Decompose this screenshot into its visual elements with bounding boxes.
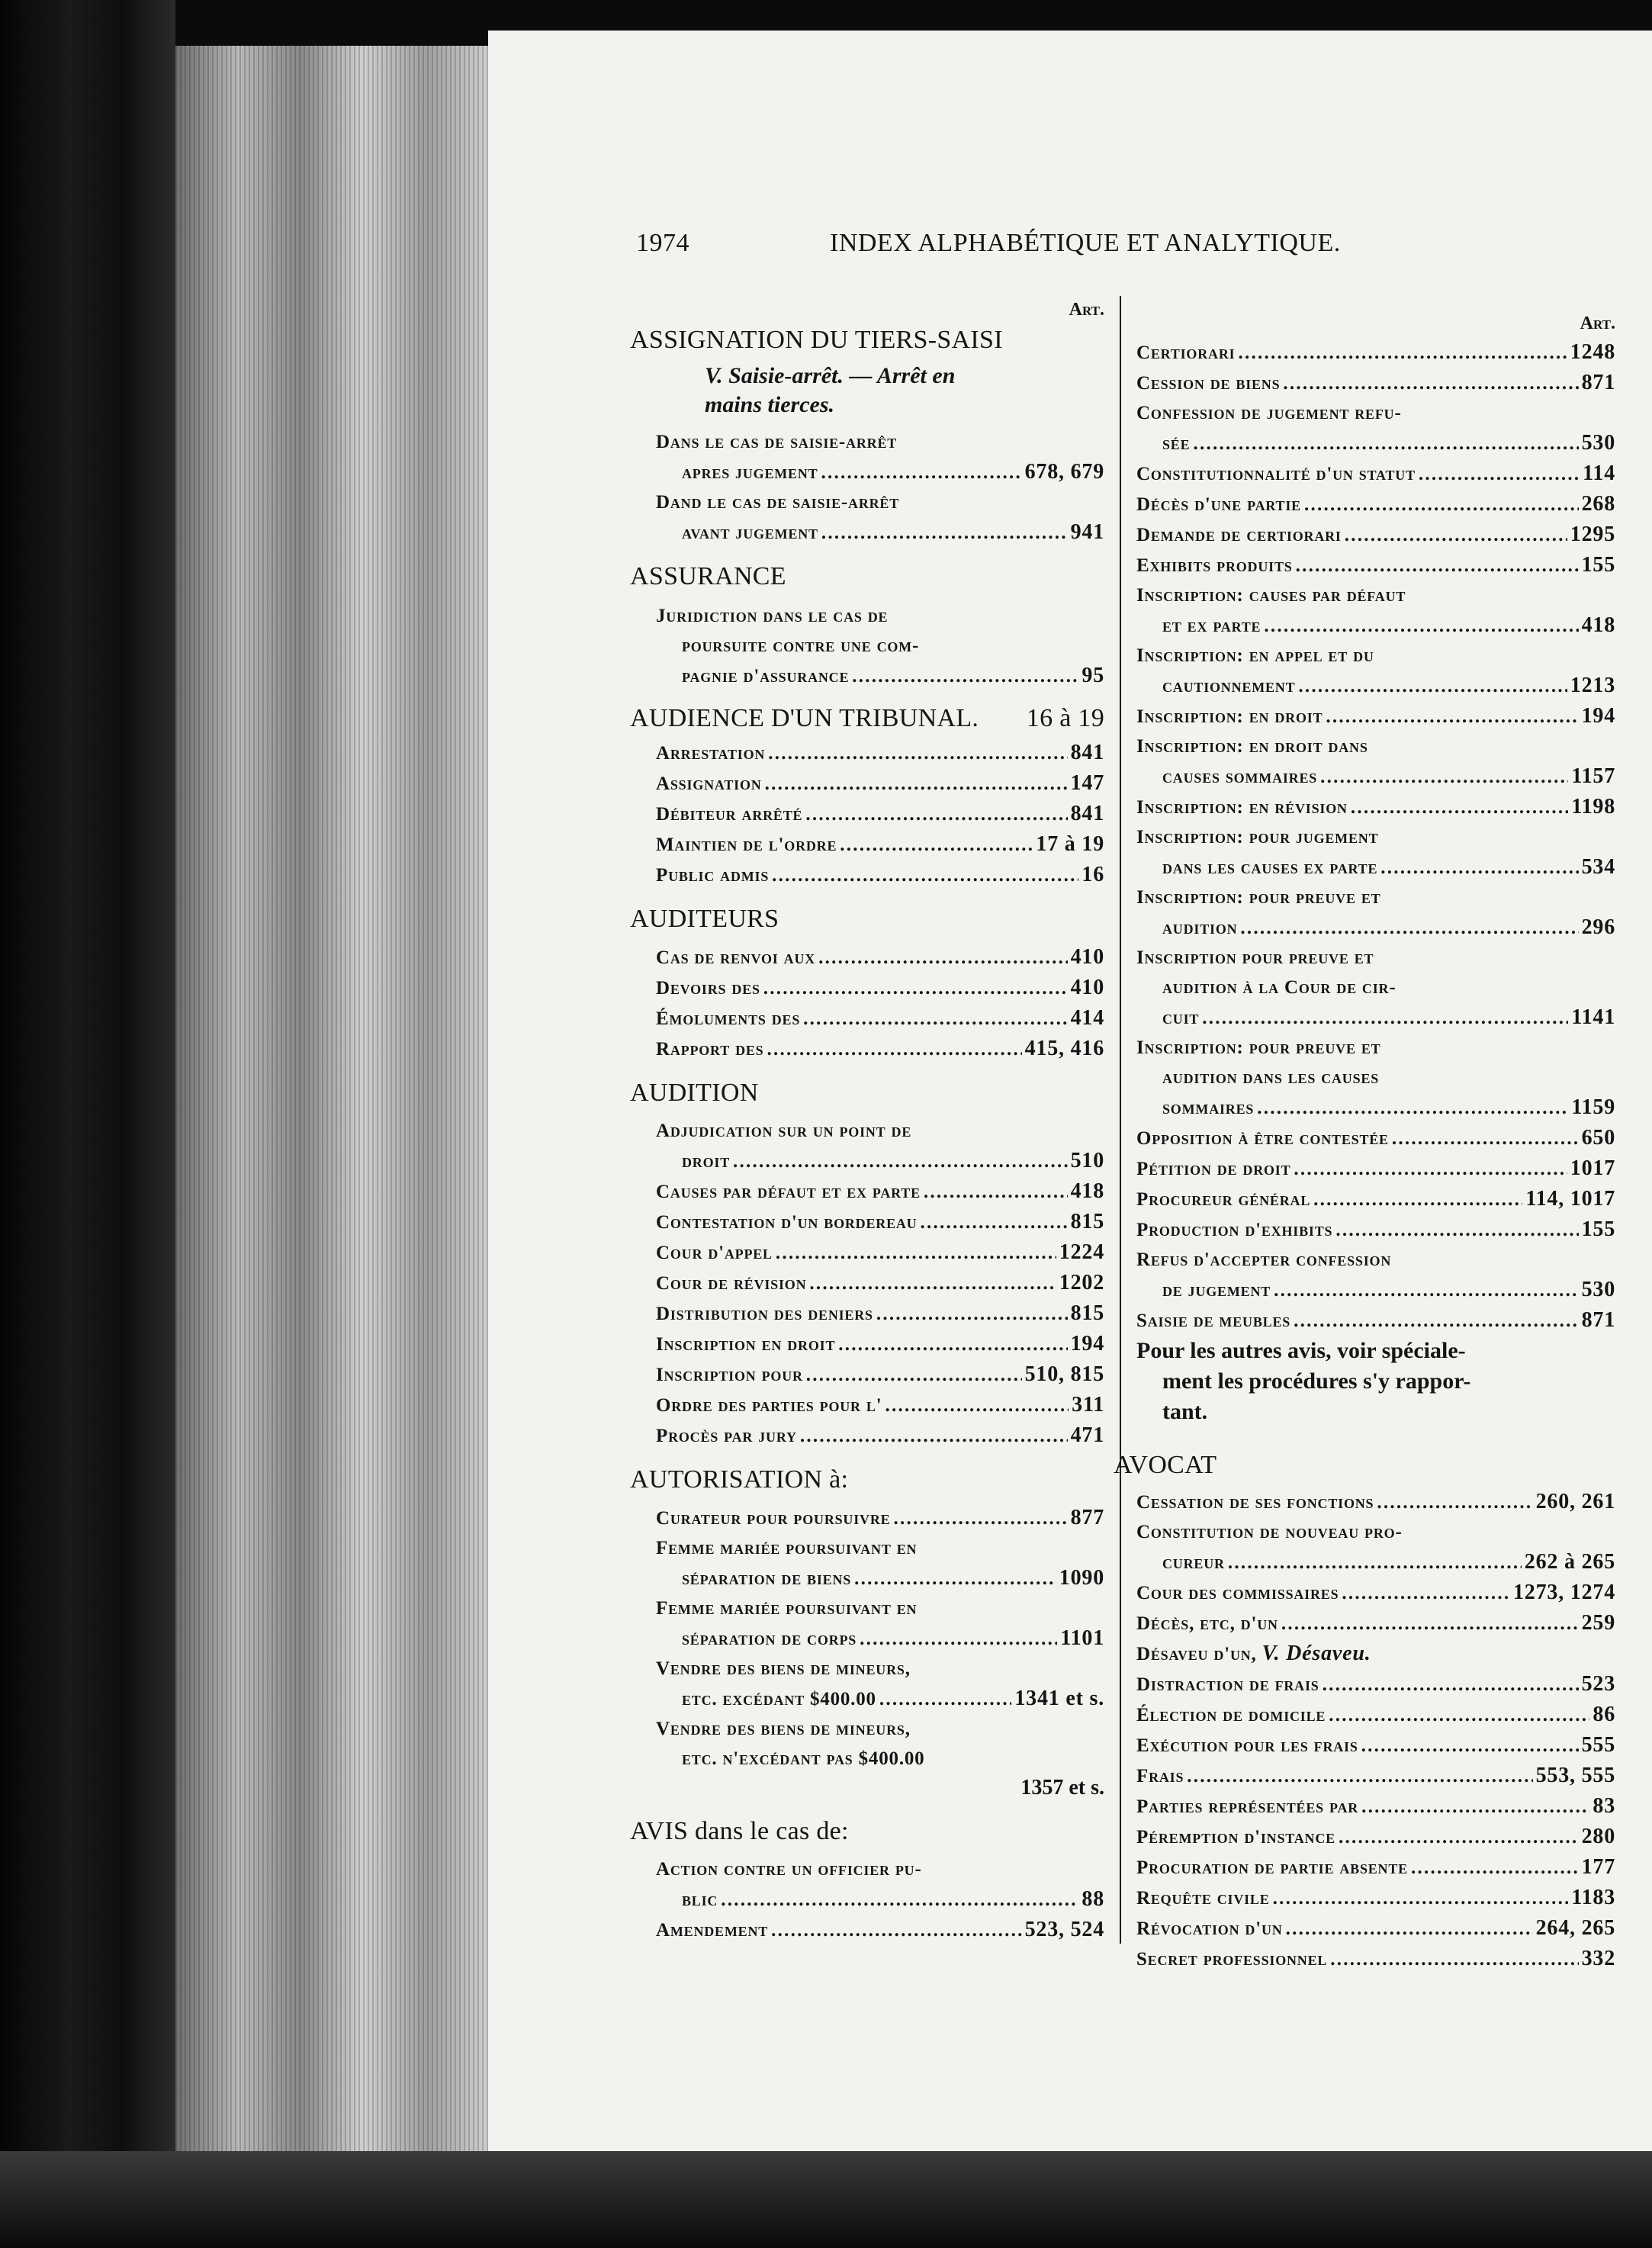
article-number: 941 xyxy=(1070,520,1104,544)
index-entry: Cour de révision . . . 1202 xyxy=(630,1268,1104,1298)
index-entry: pagnie d'assurance . . . 95 xyxy=(630,661,1104,691)
article-number: 678, 679 xyxy=(1024,460,1104,484)
index-entry: Public admis . . . 16 xyxy=(630,860,1104,890)
index-entry: Frais . . . 553, 555 xyxy=(1136,1761,1615,1791)
index-entry: Parties représentées par . . . 83 xyxy=(1136,1791,1615,1822)
index-entry: sée . . . 530 xyxy=(1136,428,1615,458)
index-entry-line: Femme mariée poursuivant en xyxy=(656,1538,918,1558)
index-entry: Causes par défaut et ex parte . . . 418 xyxy=(630,1176,1104,1207)
index-entry: Révocation d'un . . . 264, 265 xyxy=(1136,1913,1615,1944)
index-entry: Arrestation . . . 841 xyxy=(630,738,1104,768)
left-column xyxy=(630,296,1104,1945)
index-entry: Cession de biens . . . 871 xyxy=(1136,368,1615,398)
see-reference-cont: mains tierces. xyxy=(705,392,834,417)
index-entry-line: Inscription: causes par défaut xyxy=(1136,585,1406,606)
index-entry: Cour d'appel . . . 1224 xyxy=(630,1237,1104,1268)
index-entry: cureur . . . 262 à 265 xyxy=(1136,1547,1615,1577)
index-entry: Opposition à être contestée . . . 650 xyxy=(1136,1123,1615,1153)
note-line: Pour les autres avis, voir spéciale- xyxy=(1136,1338,1466,1363)
index-entry: Certiorari . . . 1248 xyxy=(1136,337,1615,368)
column-rule xyxy=(1120,296,1121,1944)
index-entry-line: Inscription: en droit dans xyxy=(1136,736,1368,757)
page-stack-edges xyxy=(175,46,488,2151)
heading-autorisation: AUTORISATION à: xyxy=(630,1465,849,1494)
index-entry: apres jugement . . . 678, 679 xyxy=(630,457,1104,487)
index-entry-line: Constitution de nouveau pro- xyxy=(1136,1522,1403,1542)
heading-assurance: ASSURANCE xyxy=(630,562,786,590)
index-entry: Demande de certiorari . . . 1295 xyxy=(1136,519,1615,550)
index-entry-line: Inscription: pour preuve et xyxy=(1136,1037,1381,1058)
index-entry: cautionnement . . . 1213 xyxy=(1136,671,1615,701)
index-entry: cuit . . . 1141 xyxy=(1136,1002,1615,1033)
index-entry-line: Inscription pour preuve et xyxy=(1136,947,1374,968)
index-entry: Décès, etc, d'un . . . 259 xyxy=(1136,1608,1615,1639)
index-entry: Débiteur arrêté . . . 841 xyxy=(630,799,1104,829)
index-entry: Saisie de meubles . . . 871 xyxy=(1136,1305,1615,1336)
index-entry: audition . . . 296 xyxy=(1136,912,1615,943)
index-entry: Procureur général . . . 114, 1017 xyxy=(1136,1184,1615,1214)
bottom-shadow xyxy=(0,2151,1652,2248)
art-label: Art. xyxy=(1580,314,1615,333)
index-entry: séparation de biens . . . 1090 xyxy=(630,1563,1104,1594)
index-entry: de jugement . . . 530 xyxy=(1136,1275,1615,1305)
index-entry: Contestation d'un bordereau . . . 815 xyxy=(630,1207,1104,1237)
see-reference: V. Désaveu. xyxy=(1261,1642,1371,1665)
right-column xyxy=(1114,296,1615,1974)
index-entry: Ordre des parties pour l' . . . 311 xyxy=(630,1390,1104,1420)
index-entry: Procuration de partie absente . . . 177 xyxy=(1136,1852,1615,1883)
index-entry-line: audition à la Cour de cir- xyxy=(1162,977,1396,998)
see-reference: V. Saisie-arrêt. — Arrêt en xyxy=(705,363,956,388)
index-entry: Exécution pour les frais . . . 555 xyxy=(1136,1730,1615,1761)
index-entry-line: Dand le cas de saisie-arrêt xyxy=(656,492,900,513)
index-entry: Péremption d'instance . . . 280 xyxy=(1136,1822,1615,1852)
index-entry: droit . . . 510 xyxy=(630,1146,1104,1176)
index-entry-line: Inscription: en appel et du xyxy=(1136,645,1374,666)
index-entry: Inscription: en révision . . . 1198 xyxy=(1136,792,1615,822)
index-entry: sommaires . . . 1159 xyxy=(1136,1092,1615,1123)
index-entry: etc. excédant $400.00 . . . 1341 et s. xyxy=(630,1684,1104,1714)
index-entry-line: Action contre un officier pu- xyxy=(656,1859,922,1880)
index-entry-line: Refus d'accepter confession xyxy=(1136,1249,1392,1270)
index-entry: Secret professionnel . . . 332 xyxy=(1136,1944,1615,1974)
index-entry: Pétition de droit . . . 1017 xyxy=(1136,1153,1615,1184)
heading-audition: AUDITION xyxy=(630,1079,759,1107)
page-title: INDEX ALPHABÉTIQUE ET ANALYTIQUE. xyxy=(830,229,1341,257)
page-number: 1974 xyxy=(636,229,689,257)
index-entry: Distribution des deniers . . . 815 xyxy=(630,1298,1104,1329)
index-entry: blic . . . 88 xyxy=(630,1884,1104,1915)
art-label: Art. xyxy=(1069,300,1104,320)
index-entry-line: Adjudication sur un point de xyxy=(656,1121,912,1141)
index-entry: Requête civile . . . 1183 xyxy=(1136,1883,1615,1913)
index-entry: Inscription pour . . . 510, 815 xyxy=(630,1359,1104,1390)
index-entry: Maintien de l'ordre . . . 17 à 19 xyxy=(630,829,1104,860)
heading-auditeurs: AUDITEURS xyxy=(630,905,779,933)
heading-assignation: ASSIGNATION DU TIERS-SAISI xyxy=(630,326,1003,354)
index-entry: Cour des commissaires . . . 1273, 1274 xyxy=(1136,1577,1615,1608)
index-entry-line: Vendre des biens de mineurs, xyxy=(656,1719,911,1739)
index-entry-line: Dans le cas de saisie-arrêt xyxy=(656,432,898,452)
index-entry: Devoirs des . . . 410 xyxy=(630,973,1104,1003)
index-entry: Inscription: en droit . . . 194 xyxy=(1136,701,1615,732)
index-entry: Constitutionnalité d'un statut . . . 114 xyxy=(1136,458,1615,489)
index-entry-line: Vendre des biens de mineurs, xyxy=(656,1658,911,1679)
heading-audience: AUDIENCE D'UN TRIBUNAL. 16 à 19 xyxy=(630,704,1104,732)
index-entry: Procès par jury . . . 471 xyxy=(630,1420,1104,1451)
index-entry: Curateur pour poursuivre . . . 877 xyxy=(630,1503,1104,1533)
article-number: 95 xyxy=(1082,664,1104,687)
index-entry: Assignation . . . 147 xyxy=(630,768,1104,799)
index-entry: Rapport des . . . 415, 416 xyxy=(630,1034,1104,1064)
running-head xyxy=(636,229,1589,267)
index-entry: Émoluments des . . . 414 xyxy=(630,1003,1104,1034)
index-entry: Élection de domicile . . . 86 xyxy=(1136,1700,1615,1730)
index-entry: séparation de corps . . . 1101 xyxy=(630,1623,1104,1654)
heading-avis: AVIS dans le cas de: xyxy=(630,1817,849,1845)
index-entry: Cessation de ses fonctions . . . 260, 261 xyxy=(1136,1487,1615,1517)
note-line: ment les procédures s'y rappor- xyxy=(1162,1368,1471,1394)
index-entry: et ex parte . . . 418 xyxy=(1136,610,1615,641)
index-entry-line: Inscription: pour preuve et xyxy=(1136,887,1381,908)
index-entry: Inscription en droit . . . 194 xyxy=(630,1329,1104,1359)
index-entry: dans les causes ex parte . . . 534 xyxy=(1136,852,1615,883)
index-entry: Production d'exhibits . . . 155 xyxy=(1136,1214,1615,1245)
index-entry-line: poursuite contre une com- xyxy=(682,635,920,656)
index-entry-line: audition dans les causes xyxy=(1162,1067,1380,1088)
index-entry: avant jugement . . . 941 xyxy=(630,517,1104,548)
index-entry: Distraction de frais . . . 523 xyxy=(1136,1669,1615,1700)
index-entry: Exhibits produits . . . 155 xyxy=(1136,550,1615,580)
index-entry-line: Juridiction dans le cas de xyxy=(656,606,889,626)
index-entry-line: Confession de jugement refu- xyxy=(1136,403,1402,423)
article-number: 1357 et s. xyxy=(1020,1776,1104,1799)
index-entry-line: etc. n'excédant pas $400.00 xyxy=(682,1748,925,1769)
note-line: tant. xyxy=(1162,1399,1208,1424)
index-entry: causes sommaires . . . 1157 xyxy=(1136,761,1615,792)
index-entry: Désaveu d'un, V. Désaveu. xyxy=(1136,1639,1615,1669)
index-entry-line: Inscription: pour jugement xyxy=(1136,827,1379,847)
index-entry-line: Femme mariée poursuivant en xyxy=(656,1598,918,1619)
heading-avocat: AVOCAT xyxy=(1114,1451,1217,1479)
index-entry: Décès d'une partie . . . 268 xyxy=(1136,489,1615,519)
book-binding xyxy=(0,0,175,2248)
index-entry: Amendement . . . 523, 524 xyxy=(630,1915,1104,1945)
index-entry: Cas de renvoi aux . . . 410 xyxy=(630,942,1104,973)
